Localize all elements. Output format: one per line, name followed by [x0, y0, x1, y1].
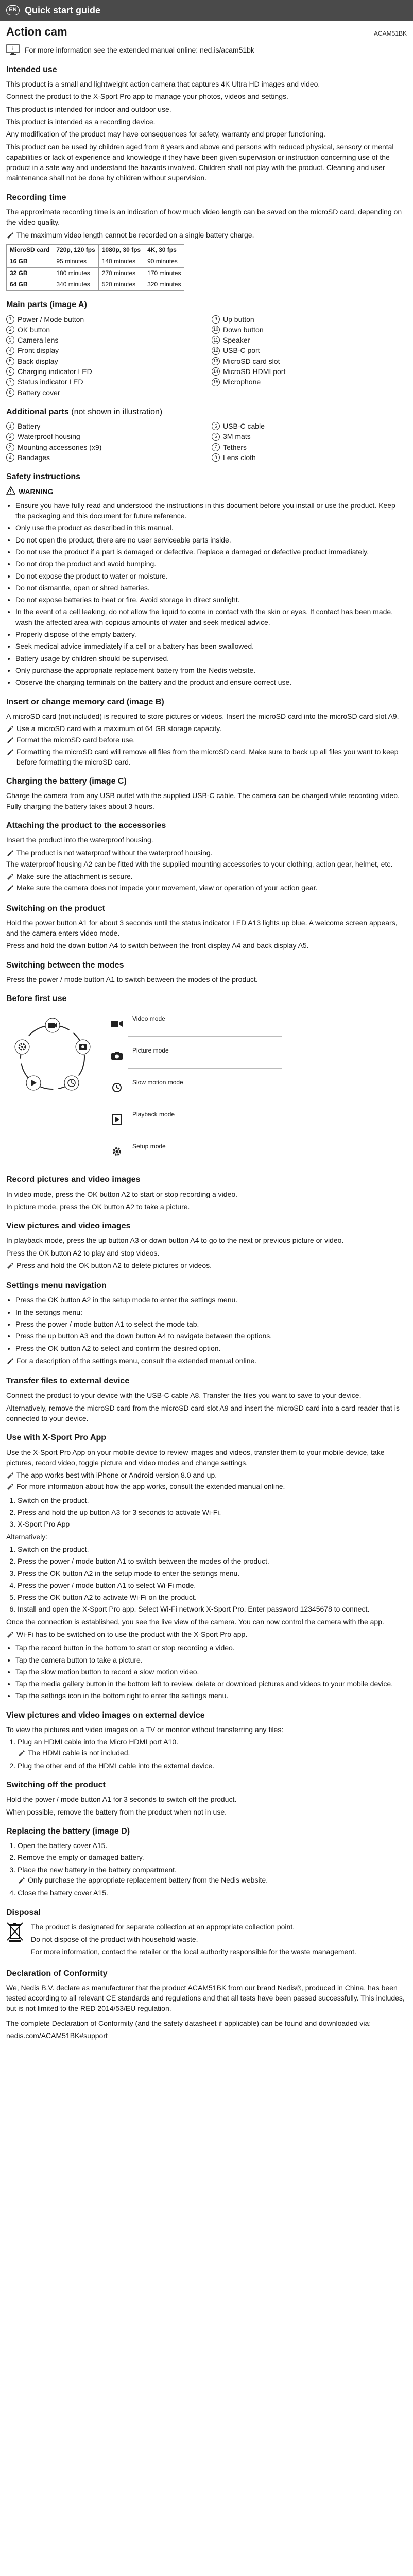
switch-off-heading: Switching off the product: [6, 1781, 106, 1790]
language-badge: EN: [6, 5, 20, 15]
note-icon: [6, 748, 13, 758]
table-cell: 140 minutes: [98, 256, 144, 267]
header-bar: [0, 0, 413, 21]
intended-p2: Connect the product to the X-Sport Pro app to manage your photos, videos and settings.: [6, 92, 288, 101]
list-item: 3. Place the new battery in the battery compartment. Only purchase the appropriate replacement battery from the Nedis website.: [18, 1865, 407, 1887]
slowmotion-mode-box: Slow motion mode: [128, 1075, 282, 1100]
switch-on-p2: Press and hold the down button A4 to switch between the front display A4 and back display A5.: [6, 941, 309, 950]
list-item: 5 Back display: [6, 356, 201, 366]
mode-row: [109, 1011, 282, 1037]
view-heading: View pictures and video images: [6, 1222, 131, 1231]
crossed-bin-icon: [6, 1922, 24, 1945]
record-p2: In picture mode, press the OK button A2 to take a picture.: [6, 1202, 190, 1211]
app-note-1: The app works best with iPhone or Android version 8.0 and up.: [6, 1470, 407, 1481]
mode-row: [109, 1043, 282, 1069]
setup-mode-box: Setup mode: [128, 1139, 282, 1164]
manual-info-text: For more information see the extended manual online: ned.is/acam51bk: [25, 45, 254, 54]
list-item: 1. Switch on the product.: [18, 1544, 407, 1554]
list-item: 7 Tethers: [212, 442, 407, 452]
additional-parts-list: [6, 421, 407, 463]
svg-text:i: i: [12, 46, 14, 52]
list-item: • Do not dismantle, open or shred batteries.: [15, 583, 407, 593]
table-cell: 32 GB: [7, 267, 53, 279]
replace-note: Only purchase the appropriate replacement battery from the Nedis website.: [18, 1875, 407, 1886]
list-item: 2. Plug the other end of the HDMI cable into the external device.: [18, 1760, 407, 1771]
view-p2: Press the OK button A2 to play and stop videos.: [6, 1248, 160, 1257]
list-item: • Seek medical advice immediately if a cell or a battery has been swallowed.: [15, 641, 407, 651]
accessories-p1: Insert the product into the waterproof housing.: [6, 836, 153, 844]
header-title: Quick start guide: [25, 5, 101, 15]
list-item: • Tap the camera button to take a picture.: [15, 1655, 407, 1665]
col-header: MicroSD card: [7, 244, 53, 256]
list-item: • Do not open the product, there are no user serviceable parts inside.: [15, 535, 407, 545]
table-cell: 520 minutes: [98, 279, 144, 291]
list-item: 4 Front display: [6, 345, 201, 355]
recording-p1: The approximate recording time is an indication of how much video length can be saved on the microSD card, depending on the video quality.: [6, 207, 402, 227]
accessories-p2: The waterproof housing A2 can be fitted with the supplied mounting accessories to your clothing, action gear, helmet, etc.: [6, 859, 393, 868]
accessories-note-1: The product is not waterproof without the waterproof housing.: [6, 848, 407, 859]
switch-off-p1: Hold the power / mode button A1 for 3 seconds to switch off the product.: [6, 1795, 237, 1804]
intended-p4: This product is intended as a recording device.: [6, 117, 156, 126]
note-icon: [6, 1482, 13, 1493]
view-p1: In playback mode, press the up button A3 or down button A4 to go to the next or previous picture or video.: [6, 1236, 344, 1245]
settings-note: For a description of the settings menu, consult the extended manual online.: [6, 1355, 407, 1367]
list-item: • Press the up button A3 and the down button A4 to navigate between the options.: [15, 1331, 407, 1341]
table-cell: 170 minutes: [144, 267, 184, 279]
table-row: [7, 279, 184, 291]
settings-heading: Settings menu navigation: [6, 1281, 107, 1291]
memcard-note-3: Formatting the microSD card will remove all files from the microSD card. Make sure to back up all files you want to keep before formatting the microSD card.: [6, 747, 407, 768]
record-heading: Record pictures and video images: [6, 1175, 141, 1184]
accessories-note-2: Make sure the attachment is secure.: [6, 871, 407, 883]
list-item: 4. Close the battery cover A15.: [18, 1888, 407, 1898]
table-cell: 90 minutes: [144, 256, 184, 267]
recording-heading: Recording time: [6, 193, 66, 202]
recording-table: [6, 244, 184, 291]
main-parts-heading: Main parts (image A): [6, 300, 87, 310]
list-item: 3 Mounting accessories (x9): [6, 442, 201, 452]
mode-cycle-diagram: [6, 1011, 99, 1104]
list-item: 14 MicroSD HDMI port: [212, 366, 407, 377]
view-note: Press and hold the OK button A2 to delete pictures or videos.: [6, 1260, 407, 1272]
switch-on-heading: Switching on the product: [6, 904, 105, 913]
safety-list: [6, 500, 407, 688]
list-item: 4 Bandages: [6, 452, 201, 463]
note-icon: [6, 849, 13, 859]
list-item: • Press the OK button A2 to select and confirm the desired option.: [15, 1343, 407, 1353]
list-item: 2 Waterproof housing: [6, 431, 201, 442]
before-use-heading: Before first use: [6, 994, 67, 1004]
list-item: 1. Open the battery cover A15.: [18, 1840, 407, 1851]
list-item: • Do not expose the product to water or moisture.: [15, 571, 407, 581]
external-p1: To view the pictures and video images on a TV or monitor without transferring any files:: [6, 1725, 284, 1734]
app-heading: Use with X-Sport Pro App: [6, 1433, 107, 1443]
picture-mode-icon: [109, 1049, 125, 1062]
slowmotion-cycle-icon: [64, 1076, 79, 1090]
title-row: [6, 24, 407, 40]
list-item: • Tap the slow motion button to record a slow motion video.: [15, 1667, 407, 1677]
list-item: 1 Battery: [6, 421, 201, 431]
list-item: • Tap the settings icon in the bottom right to enter the settings menu.: [15, 1690, 407, 1701]
list-item: 1. Plug an HDMI cable into the Micro HDMI port A10. The HDMI cable is not included.: [18, 1737, 407, 1759]
note-icon: [6, 736, 13, 746]
table-cell: 340 minutes: [53, 279, 98, 291]
list-item: • Do not drop the product and avoid bumping.: [15, 558, 407, 569]
video-mode-icon: [109, 1018, 125, 1030]
picture-mode-box: Picture mode: [128, 1043, 282, 1069]
intended-p6: This product can be used by children aged from 8 years and above and persons with reduced physical, sensory or mental capabilities or lack of experience and knowledge if they have been given supervision or instruction concerning use of the product in a safe way and understand the hazards involved. Children shall not play with the product. Cleaning and user maintenance shall not be done by children without supervision.: [6, 142, 394, 182]
switch-modes-p1: Press the power / mode button A1 to switch between the modes of the product.: [6, 975, 258, 984]
table-cell: 270 minutes: [98, 267, 144, 279]
list-item: 3 Camera lens: [6, 335, 201, 345]
app-note-3: Wi-Fi has to be switched on to use the product with the X-Sport Pro app.: [6, 1629, 407, 1640]
list-item: 6 3M mats: [212, 431, 407, 442]
app-alt: Alternatively:: [6, 1532, 48, 1541]
page-title: Action cam: [6, 25, 67, 38]
note-icon: [6, 872, 13, 883]
list-item: 11 Speaker: [212, 335, 407, 345]
note-icon: [6, 1630, 13, 1640]
mode-row: [109, 1107, 282, 1132]
memcard-heading: Insert or change memory card (image B): [6, 697, 164, 706]
list-item: 9 Up button: [212, 314, 407, 325]
conformity-heading: Declaration of Conformity: [6, 1969, 108, 1978]
app-p2: Once the connection is established, you see the live view of the camera. You can now control the camera with the app.: [6, 1617, 384, 1626]
conformity-p1: We, Nedis B.V. declare as manufacturer that the product ACAM51BK from our brand Nedis®, produced in China, has been tested according to all relevant CE standards and regulations and that all tests have been passed successfully. This includes, but is not limited to the RED 2014/53/EU regulation.: [6, 1983, 405, 2013]
note-icon: [6, 1261, 13, 1272]
mode-row: [109, 1075, 282, 1100]
list-item: 6 Charging indicator LED: [6, 366, 201, 377]
settings-list: [6, 1295, 407, 1353]
conformity-p2: The complete Declaration of Conformity (and the safety datasheet if applicable) can be found and downloaded via:: [6, 2019, 371, 2027]
note-icon: [6, 724, 13, 735]
record-p1: In video mode, press the OK button A2 to start or stop recording a video.: [6, 1190, 238, 1198]
monitor-info-icon: [6, 44, 20, 56]
table-cell: 16 GB: [7, 256, 53, 267]
model-number: ACAM51BK: [373, 30, 407, 37]
list-item: • Do not expose batteries to heat or fire. Avoid storage in direct sunlight.: [15, 595, 407, 605]
external-note: The HDMI cable is not included.: [18, 1748, 407, 1759]
playback-mode-box: Playback mode: [128, 1107, 282, 1132]
list-item: • Only use the product as described in this manual.: [15, 522, 407, 533]
safety-heading: Safety instructions: [6, 472, 81, 482]
app-steps-1: [6, 1495, 407, 1530]
replace-heading: Replacing the battery (image D): [6, 1826, 130, 1836]
list-item: • Press the power / mode button A1 to select the mode tab.: [15, 1319, 407, 1329]
list-item: • In the settings menu:: [15, 1307, 407, 1317]
list-item: 7 Status indicator LED: [6, 377, 201, 387]
manual-info: [6, 44, 407, 56]
table-cell: 180 minutes: [53, 267, 98, 279]
disposal-l1: The product is designated for separate collection at an appropriate collection point.: [31, 1922, 295, 1931]
memcard-p1: A microSD card (not included) is required to store pictures or videos. Insert the microSD card into the microSD card slot A9.: [6, 711, 399, 720]
note-icon: [6, 231, 13, 241]
switch-modes-heading: Switching between the modes: [6, 960, 124, 970]
list-item: 3. X-Sport Pro App: [18, 1519, 407, 1529]
recording-table-header: [7, 244, 184, 256]
slowmotion-mode-icon: [109, 1081, 125, 1094]
transfer-p2: Alternatively, remove the microSD card from the microSD card slot A9 and insert the microSD card into a card reader that is connected to your device.: [6, 1403, 400, 1423]
mode-list: [109, 1011, 282, 1164]
disposal-text: [31, 1922, 356, 1959]
app-list: [6, 1642, 407, 1701]
mode-diagram: [6, 1011, 407, 1164]
table-cell: 64 GB: [7, 279, 53, 291]
col-header: 720p, 120 fps: [53, 244, 98, 256]
list-item: 1 Power / Mode button: [6, 314, 201, 325]
additional-parts-heading: Additional parts (not shown in illustration): [6, 407, 163, 416]
conformity-url[interactable]: nedis.com/ACAM51BK#support: [6, 2031, 108, 2040]
setup-cycle-icon: [15, 1040, 29, 1054]
list-item: 2. Remove the empty or damaged battery.: [18, 1852, 407, 1862]
video-cycle-icon: [45, 1018, 60, 1032]
memcard-note-2: Format the microSD card before use.: [6, 735, 407, 746]
table-row: [7, 267, 184, 279]
list-item: • Tap the record button in the bottom to start or stop recording a video.: [15, 1642, 407, 1653]
playback-cycle-icon: [26, 1076, 41, 1090]
app-steps-2: [6, 1544, 407, 1615]
list-item: 5. Press the OK button A2 to activate Wi-Fi on the product.: [18, 1592, 407, 1602]
camera-cycle-icon: [76, 1040, 90, 1054]
list-item: 15 Microphone: [212, 377, 407, 387]
list-item: 2 OK button: [6, 325, 201, 335]
col-header: 4K, 30 fps: [144, 244, 184, 256]
disposal-block: [6, 1922, 407, 1959]
list-item: • Properly dispose of the empty battery.: [15, 629, 407, 639]
intended-p1: This product is a small and lightweight action camera that captures 4K Ultra HD images and video.: [6, 80, 320, 89]
list-item: 2. Press and hold the up button A3 for 3 seconds to activate Wi-Fi.: [18, 1507, 407, 1517]
transfer-p1: Connect the product to your device with the USB-C cable A8. Transfer the files you want to save to your device.: [6, 1391, 362, 1400]
list-item: • Battery usage by children should be supervised.: [15, 653, 407, 664]
accessories-heading: Attaching the product to the accessories: [6, 821, 166, 831]
charging-p1: Charge the camera from any USB outlet with the supplied USB-C cable. The camera can be charged while recording video. Fully charging the battery takes about 3 hours.: [6, 791, 400, 810]
main-parts-list: [6, 314, 407, 398]
disposal-l2: Do not dispose of the product with household waste.: [31, 1935, 198, 1944]
list-item: 3. Press the OK button A2 in the setup mode to enter the settings menu.: [18, 1568, 407, 1579]
list-item: 2. Press the power / mode button A1 to switch between the modes of the product.: [18, 1556, 407, 1566]
list-item: • Observe the charging terminals on the battery and the product and ensure correct use.: [15, 677, 407, 687]
list-item: • Tap the media gallery button in the bottom left to review, delete or download pictures and videos to your mobile device.: [15, 1679, 407, 1689]
external-steps: [6, 1737, 407, 1771]
warning-row: [6, 486, 407, 497]
table-cell: 95 minutes: [53, 256, 98, 267]
setup-mode-icon: [109, 1145, 125, 1158]
list-item: • Ensure you have fully read and understood the instructions in this document before you install or use the product. Keep the packaging and this document for future reference.: [15, 500, 407, 521]
list-item: • In the event of a cell leaking, do not allow the liquid to come in contact with the skin or eyes. If contact has been made, wash the affected area with copious amounts of water and seek medical advice.: [15, 606, 407, 628]
app-note-2: For more information about how the app works, consult the extended manual online.: [6, 1481, 407, 1493]
note-icon: [18, 1876, 25, 1886]
transfer-heading: Transfer files to external device: [6, 1377, 130, 1386]
list-item: • Press the OK button A2 in the setup mode to enter the settings menu.: [15, 1295, 407, 1305]
video-mode-box: Video mode: [128, 1011, 282, 1037]
recording-note: [6, 230, 407, 241]
note-icon: [18, 1749, 25, 1759]
table-row: [7, 256, 184, 267]
list-item: 6. Install and open the X-Sport Pro app. Select Wi-Fi network X-Sport Pro. Enter password 12345678 to connect.: [18, 1604, 407, 1614]
intended-p5: Any modification of the product may have consequences for safety, warranty and proper functioning.: [6, 130, 325, 139]
accessories-note-3: Make sure the camera does not impede your movement, view or operation of your action gear.: [6, 883, 407, 894]
list-item: 8 Lens cloth: [212, 452, 407, 463]
disposal-heading: Disposal: [6, 1908, 41, 1917]
list-item: 8 Battery cover: [6, 387, 201, 398]
warning-icon: [6, 486, 15, 497]
note-icon: [6, 1471, 13, 1481]
list-item: 4. Press the power / mode button A1 to select Wi-Fi mode.: [18, 1580, 407, 1590]
note-icon: [6, 1357, 13, 1367]
replace-steps: [6, 1840, 407, 1898]
list-item: • Do not use the product if a part is damaged or defective. Replace a damaged or defective product immediately.: [15, 547, 407, 557]
intended-p3: This product is intended for indoor and outdoor use.: [6, 105, 171, 113]
list-item: 1. Switch on the product.: [18, 1495, 407, 1505]
switch-on-p1: Hold the power button A1 for about 3 seconds until the status indicator LED A13 lights up blue. A welcome screen appears, and the camera enters video mode.: [6, 918, 398, 938]
app-p1: Use the X-Sport Pro App on your mobile device to review images and videos, transfer them to your mobile device, take pictures, record video, toggle picture and video modes and change settings.: [6, 1448, 385, 1467]
list-item: 12 USB-C port: [212, 345, 407, 355]
switch-off-p2: When possible, remove the battery from the product when not in use.: [6, 1807, 227, 1816]
recording-note-text: The maximum video length cannot be recorded on a single battery charge.: [16, 230, 254, 239]
col-header: 1080p, 30 fps: [98, 244, 144, 256]
disposal-l3: For more information, contact the retailer or the local authority responsible for the waste management.: [31, 1947, 356, 1956]
note-icon: [6, 884, 13, 894]
mode-row: [109, 1139, 282, 1164]
list-item: • Only purchase the appropriate replacement battery from the Nedis website.: [15, 665, 407, 675]
list-item: 13 MicroSD card slot: [212, 356, 407, 366]
memcard-note-1: Use a microSD card with a maximum of 64 GB storage capacity.: [6, 723, 407, 735]
external-heading: View pictures and video images on external device: [6, 1710, 205, 1720]
list-item: 5 USB-C cable: [212, 421, 407, 431]
table-cell: 320 minutes: [144, 279, 184, 291]
playback-mode-icon: [109, 1113, 125, 1126]
list-item: 10 Down button: [212, 325, 407, 335]
charging-heading: Charging the battery (image C): [6, 777, 127, 786]
warning-label: WARNING: [19, 487, 54, 496]
intended-use-heading: Intended use: [6, 65, 57, 74]
